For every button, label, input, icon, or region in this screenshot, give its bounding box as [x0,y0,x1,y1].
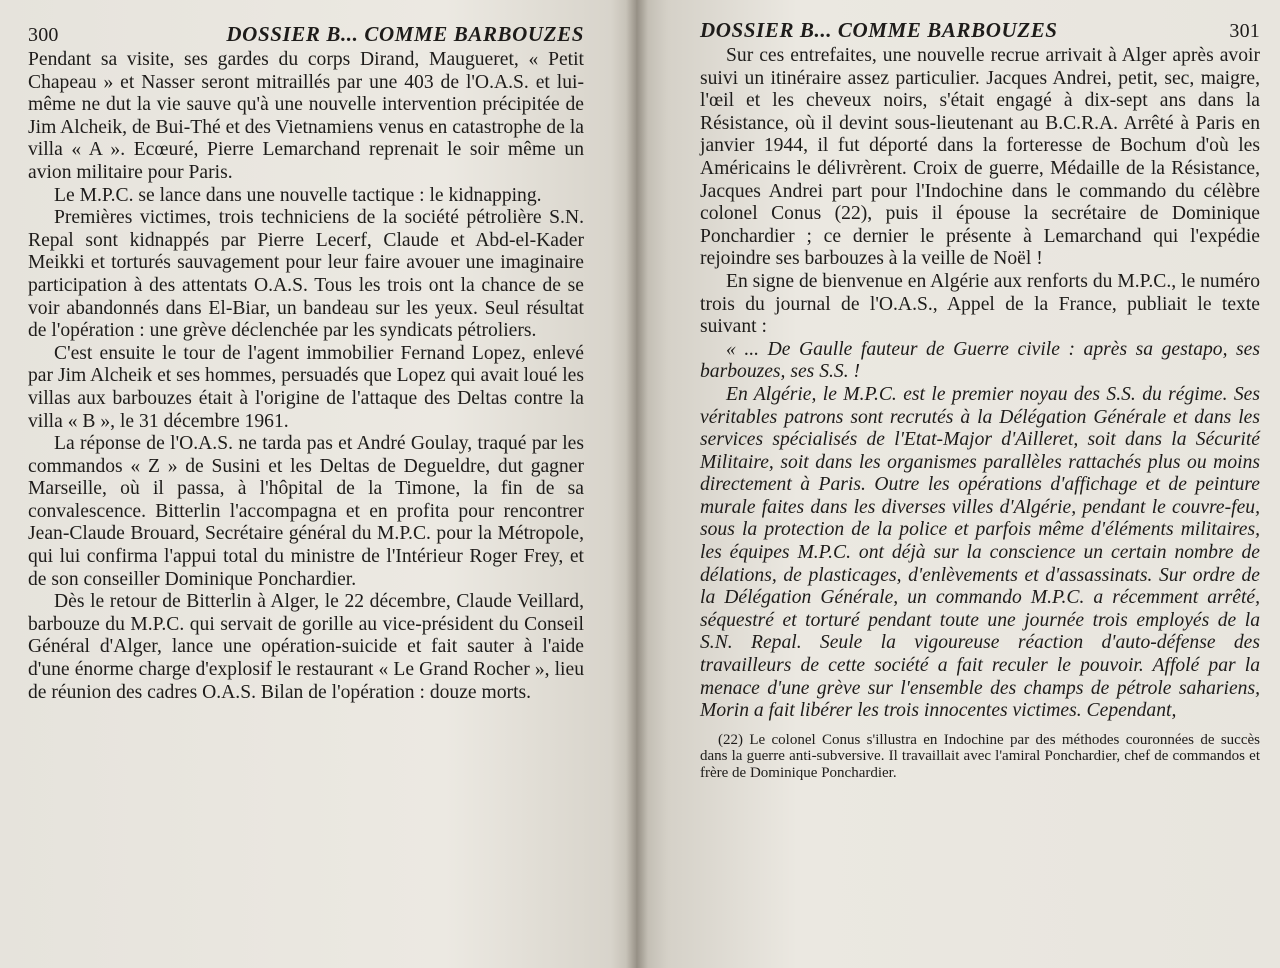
paragraph: Pendant sa visite, ses gardes du corps Dirand, Maugueret, « Petit Chapeau » et Nasser seront mitraillés par une 403 de l'O.A.S. et lui-même ne dut la vie sauve qu'à une nouvelle intervention précipitée de Jim Alcheik, de Bui-Thé et des Vietnamiens venus en catastrophe de la villa « A ». Ecœuré, Pierre Lemarchand reprenait le soir même un avion militaire pour Paris. [28,49,584,183]
paragraph: En signe de bienvenue en Algérie aux renforts du M.P.C., le numéro trois du journal de l'O.A.S., Appel de la France, publiait le texte suivant : [700,270,1260,338]
paragraph: La réponse de l'O.A.S. ne tarda pas et André Goulay, traqué par les commandos « Z » de Susini et les Deltas de Degueldre, dut gagner Marseille, où il passa, à l'hôpital de la Timone, la fin de sa convalescence. Bitterlin l'accompagna et en profita pour rencontrer Jean-Claude Brouard, Secrétaire général du M.P.C. pour la Métropole, qui lui confirma l'appui total du ministre de l'Intérieur Roger Frey, et de son conseiller Dominique Ponchardier. [28,433,584,590]
right-running-head [700,18,1260,43]
paragraph: C'est ensuite le tour de l'agent immobilier Fernand Lopez, enlevé par Jim Alcheik et ses hommes, persuadés que Lopez qui avait loué les villas aux barbouzes était à l'origine de l'attaque des Deltas contre la villa « B », le 31 décembre 1961. [28,342,584,432]
right-body-text [700,45,1260,723]
paragraph: Dès le retour de Bitterlin à Alger, le 22 décembre, Claude Veillard, barbouze du M.P.C. qui servait de gorille au vice-président du Conseil Général d'Alger, lance une opération-suicide et fait sauter à l'aide d'une énorme charge d'explosif le restaurant « Le Grand Rocher », lieu de réunion des cadres O.A.S. Bilan de l'opération : douze morts. [28,591,584,703]
paragraph: Sur ces entrefaites, une nouvelle recrue arrivait à Alger après avoir suivi un itinéraire assez particulier. Jacques Andrei, petit, sec, maigre, l'œil et les cheveux noirs, s'était engagé à dix-sept ans dans la Résistance, où il devint sous-lieutenant au B.C.R.A. Arrêté à Paris en janvier 1944, il fut déporté dans la forteresse de Bochum d'où les Américains le délivrèrent. Croix de guerre, Médaille de la Résistance, Jacques Andrei part pour l'Indochine dans le commando du célèbre colonel Conus (22), puis il épouse la secrétaire de Dominique Ponchardier ; ce dernier le présente à Lemarchand qui l'expédie rejoindre ses barbouzes à la veille de Noël ! [700,45,1260,270]
quote-paragraph: En Algérie, le M.P.C. est le premier noyau des S.S. du régime. Ses véritables patrons sont recrutés à la Délégation Générale et dans les services spécialisés de l'Etat-Major d'Ailleret, soit dans la Sécurité Militaire, soit dans les organismes parallèles rattachés plus ou moins directement à Paris. Outre les opérations d'affichage et de peinture murale faites dans les diverses villes d'Algérie, pendant le couvre-feu, sous la protection de la police et parfois même d'éléments militaires, les équipes M.P.C. ont déjà sur la conscience un certain nombre de délations, de plasticages, d'enlèvements et d'assassinats. Sur ordre de la Délégation Générale, un commando M.P.C. a récemment arrêté, séquestré et torturé pendant toute une journée trois employés de la S.N. Repal. Seule la vigoureuse réaction d'auto-défense des travailleurs de cette société a fait reculer le pouvoir. Affolé par la menace d'une grève sur l'ensemble des champs de pétrole sahariens, Morin a fait libérer les trois innocentes victimes. Cependant, [700,383,1260,722]
right-page-number: 301 [1229,20,1260,42]
paragraph: Le M.P.C. se lance dans une nouvelle tactique : le kidnapping. [54,184,542,206]
quote-paragraph: « ... De Gaulle fauteur de Guerre civile : après sa gestapo, ses barbouzes, ses S.S. ! [700,338,1260,383]
book-gutter [626,0,648,968]
footnote [700,732,1260,781]
left-page-number: 300 [28,24,59,46]
right-page [636,0,1280,968]
left-running-title: DOSSIER B... COMME BARBOUZES [226,22,584,46]
footnote-text: (22) Le colonel Conus s'illustra en Indochine par des méthodes couronnées de succès dans la guerre anti-subversive. Il travaillait avec l'amiral Ponchardier, chef de commandos et frère de Dominique Ponchardier. [700,731,1260,781]
left-running-head [28,22,584,47]
right-running-title: DOSSIER B... COMME BARBOUZES [700,18,1058,42]
paragraph: Premières victimes, trois techniciens de la société pétrolière S.N. Repal sont kidnappés par Pierre Lecerf, Claude et Abd-el-Kader Meikki et torturés sauvagement pour leur faire avouer une imaginaire participation à des attentats O.A.S. Tous les trois ont la chance de se voir abandonnés dans El-Biar, un bandeau sur les yeux. Seul résultat de l'opération : une grève déclenchée par les syndicats pétroliers. [28,207,584,342]
left-body-text [28,49,584,704]
left-page [0,0,636,968]
